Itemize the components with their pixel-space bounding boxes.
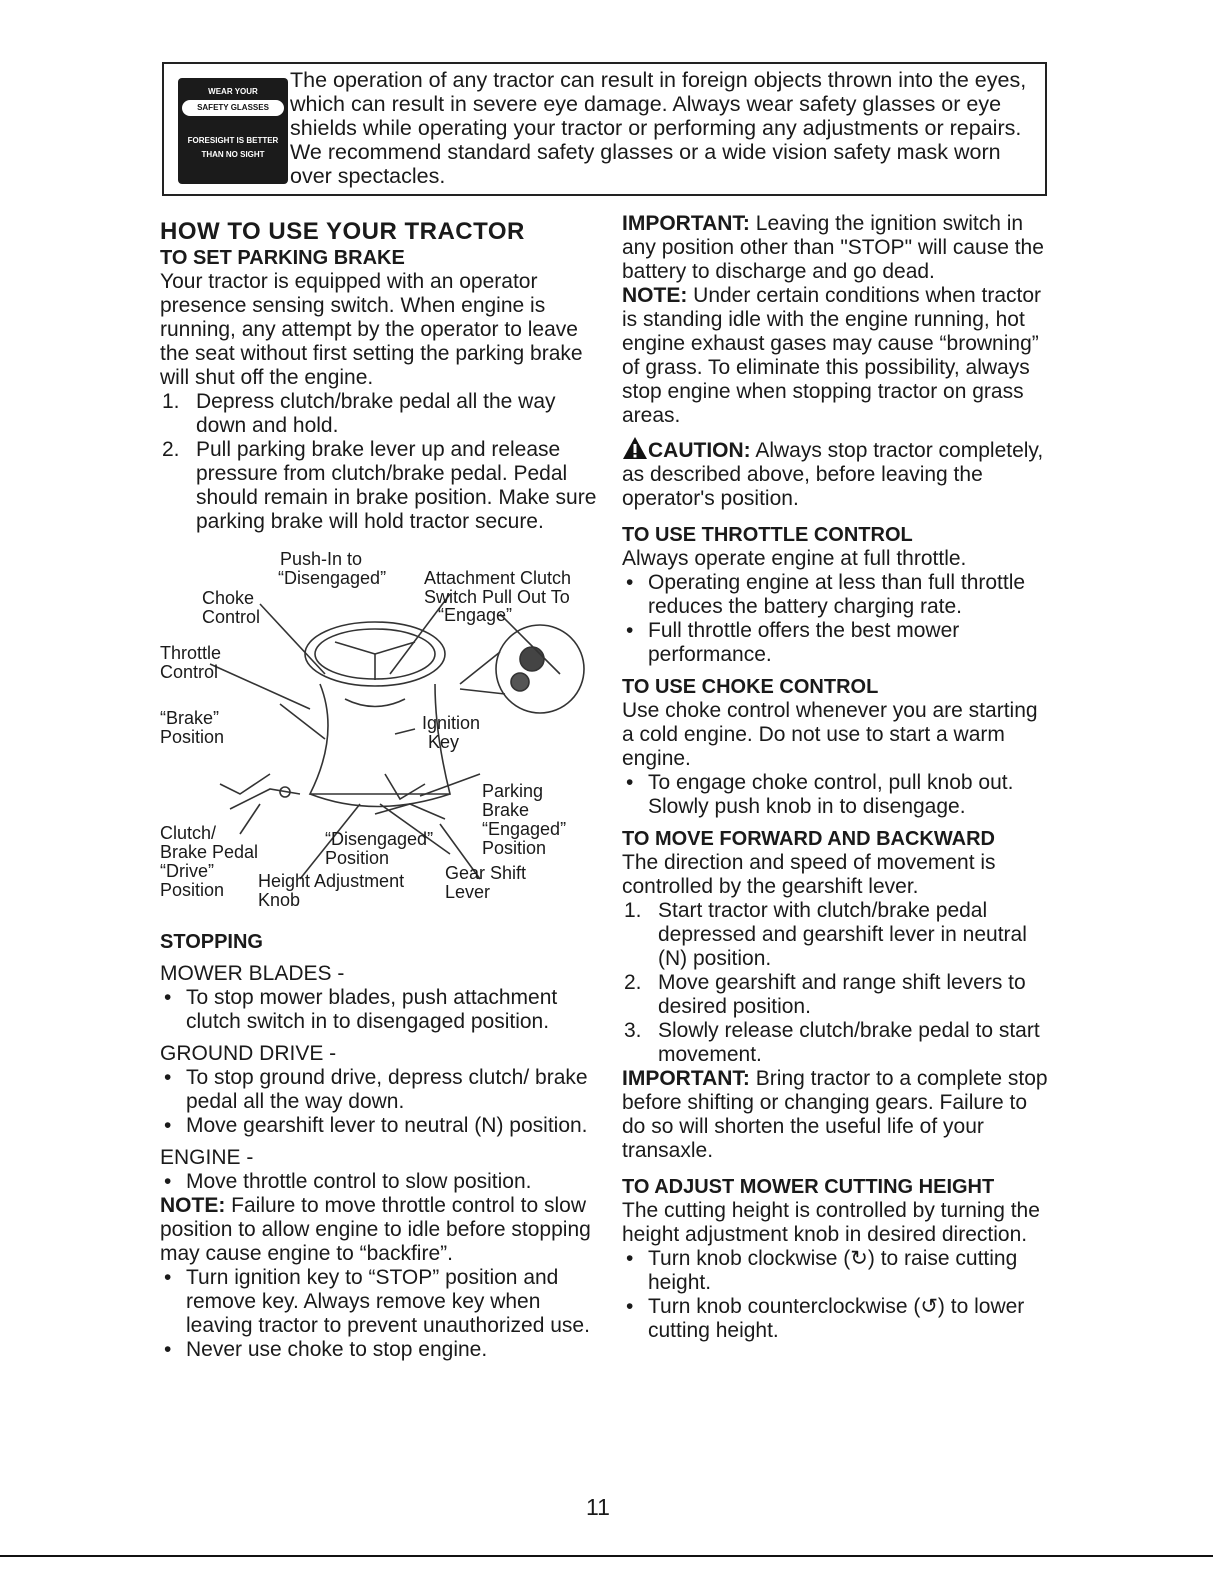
list-item (160, 1266, 600, 1338)
bullet-text: Move gearshift lever to neutral (N) position. (186, 1114, 588, 1137)
bullet-icon: • (164, 1338, 172, 1361)
list-item (160, 390, 600, 438)
label-switch-pull-out: Switch Pull Out To (424, 587, 570, 607)
label-engage: “Engage” (438, 605, 513, 625)
bullet-icon: • (626, 1247, 634, 1270)
page-number: 11 (586, 1494, 610, 1520)
step-number: 1. (162, 390, 180, 413)
bullet-text: Turn ignition key to “STOP” position and remove key. Always remove key when leaving tractor to prevent unauthorized use. (186, 1266, 590, 1337)
label-drive: “Drive” (160, 861, 214, 881)
choke-list (622, 771, 1052, 819)
step-text: Pull parking brake lever up and release pressure from clutch/brake pedal. Pedal should remain in brake position. Make sure parking brake will hold tractor secure. (196, 438, 597, 533)
list-item (160, 438, 600, 534)
label-disengaged-2: “Disengaged” (325, 829, 434, 849)
label-brake-position: Position (160, 727, 225, 747)
parking-brake-intro: Your tractor is equipped with an operator presence sensing switch. When engine is running, any attempt by the operator to leave the seat without first setting the parking brake will shut off the engine. (160, 270, 583, 389)
caution-text: Always stop tractor completely, as described above, before leaving the operator's position. (622, 439, 1044, 510)
list-item (160, 1114, 600, 1138)
label-clutch: Clutch/ (160, 823, 217, 843)
note-text: Under certain conditions when tractor is standing idle with the engine running, hot engine exhaust gases may cause “browning” of grass. To eliminate this possibility, always stop engine when stopping tractor on grass areas. (622, 284, 1042, 427)
step-number: 3. (624, 1019, 642, 1042)
cutting-height-heading: TO ADJUST MOWER CUTTING HEIGHT (622, 1176, 995, 1198)
list-item (160, 1338, 600, 1362)
label-drive-position: Position (160, 880, 225, 900)
tractor-controls-diagram (160, 534, 600, 934)
safety-glasses-icon (178, 78, 288, 184)
stopping-note (160, 1194, 600, 1266)
list-item (622, 1019, 1052, 1067)
label-push-in: Push-In to (280, 549, 363, 569)
label-key: Key (428, 732, 460, 752)
list-item (622, 1247, 1052, 1295)
label-throttle-control: Control (160, 662, 219, 682)
list-item (160, 1170, 600, 1194)
step-number: 2. (624, 971, 642, 994)
bullet-text: To stop ground drive, depress clutch/ brake pedal all the way down. (186, 1066, 588, 1113)
engine-heading: ENGINE - (160, 1146, 254, 1169)
important-label: IMPORTANT: (622, 1067, 750, 1090)
important-ignition (622, 212, 1052, 284)
engine-list-1 (160, 1170, 600, 1194)
list-item (622, 1295, 1052, 1343)
move-steps (622, 899, 1052, 1067)
left-column (160, 220, 600, 1362)
list-item (160, 1066, 600, 1114)
bullet-text: Full throttle offers the best mower performance. (648, 619, 960, 666)
icon-text-line1: WEAR YOUR (208, 87, 258, 96)
list-item (622, 571, 1052, 619)
ground-drive-heading: GROUND DRIVE - (160, 1042, 337, 1065)
label-parking: Parking (482, 781, 544, 801)
move-important (622, 1067, 1052, 1163)
cutting-height-list (622, 1247, 1052, 1343)
important-text: Leaving the ignition switch in any position other than "STOP" will cause the battery to discharge and go dead. (622, 212, 1044, 283)
mower-blades-heading: MOWER BLADES - (160, 962, 345, 985)
label-disengaged-position: Position (325, 848, 390, 868)
label-choke: Choke (202, 588, 255, 608)
note-label: NOTE: (160, 1194, 226, 1217)
list-item (622, 971, 1052, 1019)
label-attachment-clutch: Attachment Clutch (424, 568, 572, 588)
choke-intro: Use choke control whenever you are starting a cold engine. Do not use to start a warm engine. (622, 699, 1038, 770)
throttle-list (622, 571, 1052, 667)
bullet-icon: • (626, 771, 634, 794)
bullet-text: Never use choke to stop engine. (186, 1338, 488, 1361)
throttle-intro: Always operate engine at full throttle. (622, 547, 967, 570)
label-lever: Lever (445, 882, 491, 902)
parking-brake-steps (160, 390, 600, 534)
step-number: 1. (624, 899, 642, 922)
bullet-icon: • (164, 1066, 172, 1089)
bullet-text: Operating engine at less than full throttle reduces the battery charging rate. (648, 571, 1026, 618)
bullet-text: Turn knob counterclockwise (↺) to lower cutting height. (648, 1295, 1025, 1342)
list-item (622, 619, 1052, 667)
icon-text-line3: FORESIGHT IS BETTER (187, 136, 279, 145)
bullet-icon: • (164, 1170, 172, 1193)
bullet-text: Move throttle control to slow position. (186, 1170, 532, 1193)
throttle-heading: TO USE THROTTLE CONTROL (622, 524, 913, 546)
ground-drive-list (160, 1066, 600, 1138)
list-item (622, 899, 1052, 971)
bottom-rule (0, 1555, 1213, 1557)
label-choke-control: Control (202, 607, 261, 627)
stopping-heading: STOPPING (160, 931, 263, 953)
label-throttle: Throttle (160, 643, 222, 663)
bullet-icon: • (164, 1114, 172, 1137)
safety-notice-text: The operation of any tractor can result in foreign objects thrown into the eyes, which can result in severe eye damage. Always wear safety glasses or eye shields while operating your tractor or performing any adjustments or repairs. We recommend standard safety glasses or a wide vision safety mask worn over spectacles. (290, 68, 1027, 188)
bullet-icon: • (626, 1295, 634, 1318)
list-item (160, 986, 600, 1034)
label-parking-brake: Brake (482, 800, 530, 820)
bullet-icon: • (164, 1266, 172, 1289)
right-column (622, 212, 1052, 1343)
bullet-icon: • (164, 986, 172, 1009)
safety-notice (162, 62, 1047, 196)
step-text: Move gearshift and range shift levers to desired position. (658, 971, 1026, 1018)
label-brake-pedal: Brake Pedal (160, 842, 259, 862)
bullet-text: To stop mower blades, push attachment clutch switch in to disengaged position. (186, 986, 558, 1033)
bullet-text: To engage choke control, pull knob out. Slowly push knob in to disengage. (648, 771, 1014, 818)
icon-text-line4: THAN NO SIGHT (201, 150, 265, 159)
note-text: Failure to move throttle control to slow position to allow engine to idle before stopping may cause engine to “backfire”. (160, 1194, 591, 1265)
label-engaged: “Engaged” (482, 819, 567, 839)
label-parking-position: Position (482, 838, 547, 858)
caution-notice (622, 436, 1052, 511)
label-brake: “Brake” (160, 708, 220, 728)
label-disengaged: “Disengaged” (278, 568, 387, 588)
step-text: Depress clutch/brake pedal all the way down and hold. (196, 390, 556, 437)
label-ignition: Ignition (422, 713, 481, 733)
bullet-icon: • (626, 619, 634, 642)
parking-brake-heading: TO SET PARKING BRAKE (160, 247, 405, 269)
list-item (622, 771, 1052, 819)
icon-text-line2: SAFETY GLASSES (182, 100, 284, 116)
important-label: IMPORTANT: (622, 212, 750, 235)
move-heading: TO MOVE FORWARD AND BACKWARD (622, 828, 995, 850)
cutting-height-intro: The cutting height is controlled by turning the height adjustment knob in desired direction. (622, 1199, 1040, 1246)
caution-triangle-icon (622, 436, 648, 460)
label-height-adjustment: Height Adjustment (258, 871, 405, 891)
step-text: Slowly release clutch/brake pedal to start movement. (658, 1019, 1040, 1066)
move-intro: The direction and speed of movement is controlled by the gearshift lever. (622, 851, 996, 898)
engine-list-2 (160, 1266, 600, 1362)
step-text: Start tractor with clutch/brake pedal depressed and gearshift lever in neutral (N) position. (658, 899, 1027, 970)
step-number: 2. (162, 438, 180, 461)
bullet-text: Turn knob clockwise (↻) to raise cutting height. (648, 1247, 1018, 1294)
choke-heading: TO USE CHOKE CONTROL (622, 676, 879, 698)
label-knob: Knob (258, 890, 301, 910)
mower-blades-list (160, 986, 600, 1034)
label-gear-shift: Gear Shift (445, 863, 527, 883)
caution-label: CAUTION: (648, 439, 751, 462)
browning-note (622, 284, 1052, 428)
bullet-icon: • (626, 571, 634, 594)
section-title: HOW TO USE YOUR TRACTOR (160, 218, 525, 245)
important-text: Bring tractor to a complete stop before shifting or changing gears. Failure to do so will shorten the useful life of your transaxle. (622, 1067, 1048, 1162)
note-label: NOTE: (622, 284, 688, 307)
